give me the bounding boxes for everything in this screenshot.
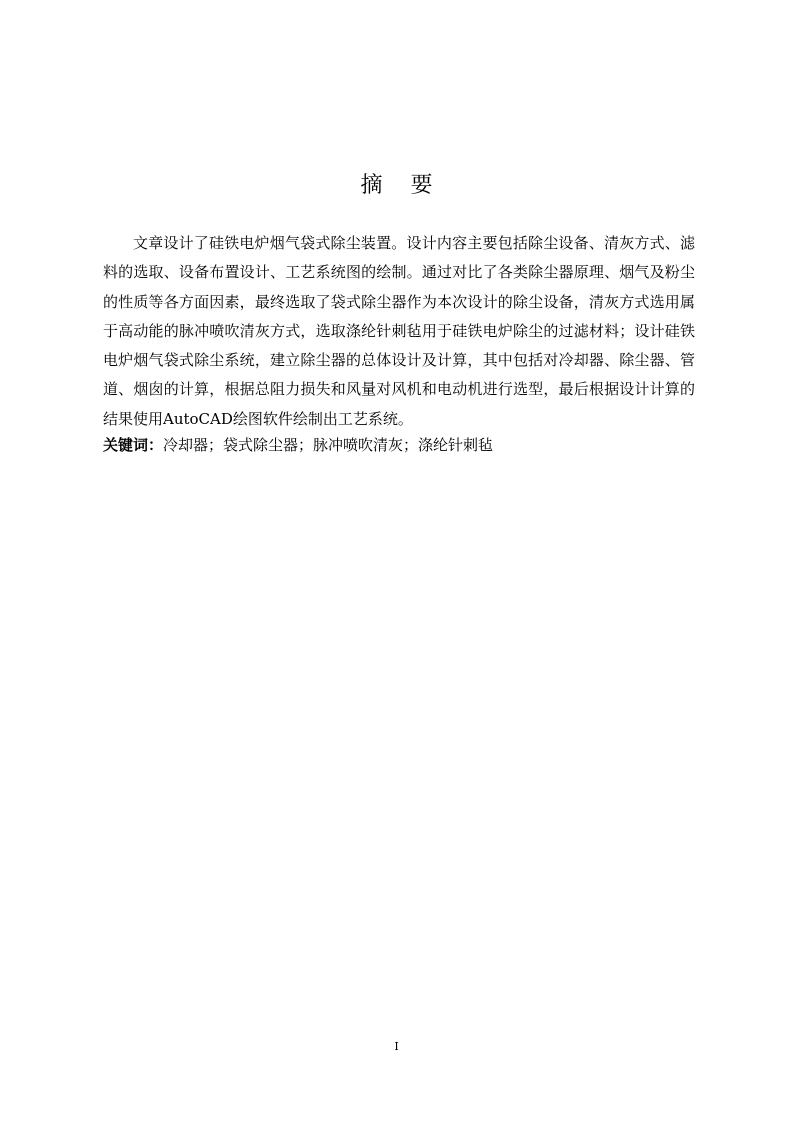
abstract-title: 摘 要 [360, 173, 433, 198]
page-number: I [394, 1040, 399, 1053]
abstract-body: 文章设计了硅铁电炉烟气袋式除尘装置。设计内容主要包括除尘设备、清灰方式、滤料的选取、设备布置设计、工艺系统图的绘制。通过对比了各类除尘器原理、烟气及粉尘的性质等各方面因素，最终选取了袋式除尘器作为本次设计的除尘设备，清灰方式选用属于高动能的脉冲喷吹清灰方式，选取涤纶针刺毡用于硅铁电炉除尘的过滤材料；设计硅铁电炉烟气袋式除尘系统，建立除尘器的总体设计及计算，其中包括对冷却器、除尘器、管道、烟囱的计算，根据总阻力损失和风量对风机和电动机进行选型，最后根据设计计算的结果使用AutoCAD绘图软件绘制出工艺系统。 [103, 234, 695, 428]
keywords-line [103, 431, 695, 460]
keywords-value: 冷却器；袋式除尘器；脉冲喷吹清灰；涤纶针刺毡 [163, 436, 494, 454]
keywords-label: 关键词： [103, 436, 164, 454]
